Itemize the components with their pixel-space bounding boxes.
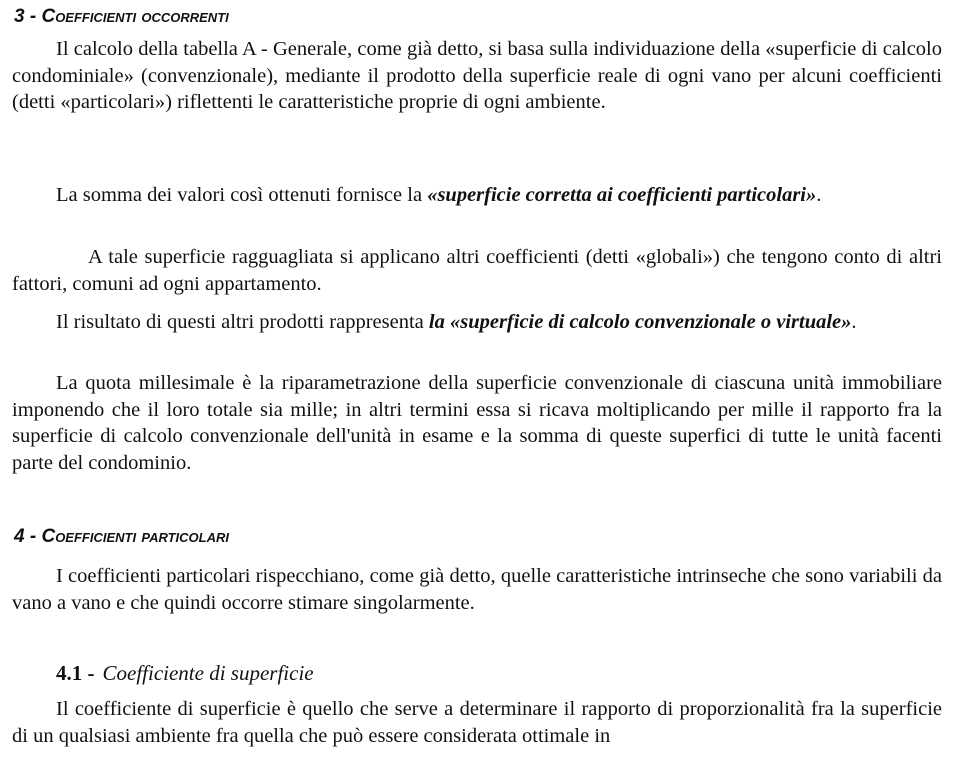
- subsection-title: Coefficiente di superficie: [102, 661, 314, 685]
- paragraph: La quota millesimale è la riparametrazione della superficie convenzionale di ciascuna unità immobiliare imponendo che il loro totale sia mille; in altri termini essa si ricava moltiplicando per mille il rapporto fra la superficie di calcolo convenzionale dell'unità in esame e la somma di queste superfici di tutte le unità facenti parte del condominio.: [12, 372, 942, 474]
- paragraph: [12, 309, 942, 336]
- paragraph-end: .: [851, 311, 857, 333]
- section-title: Coefficienti particolari: [41, 526, 229, 547]
- section-title: Coefficienti occorrenti: [41, 6, 229, 27]
- section-heading-3: [14, 6, 229, 28]
- emphasis-text: la «superficie di calcolo convenzionale o virtuale»: [428, 311, 852, 333]
- paragraph-text: Il risultato di questi altri prodotti rappresenta: [56, 311, 429, 333]
- paragraph: Il coefficiente di superficie è quello che serve a determinare il rapporto di proporzionalità fra la superficie di un qualsiasi ambiente fra quella che può essere considerata ottimale in: [12, 698, 942, 747]
- paragraph: Il calcolo della tabella A - Generale, come già detto, si basa sulla individuazione della «superficie di calcolo condominiale» (convenzionale), mediante il prodotto della superficie reale di ogni vano per alcuni coefficienti (detti «particolari») riflettenti le caratteristiche proprie di ogni ambiente.: [12, 38, 942, 113]
- section-heading-4: [14, 526, 229, 548]
- section-number: 4 -: [14, 526, 37, 547]
- paragraph: [12, 182, 942, 209]
- subsection-heading: [56, 660, 314, 686]
- paragraph: A tale superficie ragguagliata si applicano altri coefficienti (detti «globali») che tengono conto di altri fattori, comuni ad ogni appartamento.: [12, 246, 942, 295]
- section-number: 3 -: [14, 6, 37, 27]
- paragraph-end: .: [816, 184, 822, 206]
- paragraph: I coefficienti particolari rispecchiano, come già detto, quelle caratteristiche intrinseche che sono variabili da vano a vano e che quindi occorre stimare singolarmente.: [12, 565, 942, 614]
- emphasis-text: «superficie corretta ai coefficienti particolari»: [427, 184, 817, 206]
- paragraph-text: La somma dei valori così ottenuti fornisce la: [56, 184, 428, 206]
- subsection-number: 4.1 -: [56, 661, 95, 685]
